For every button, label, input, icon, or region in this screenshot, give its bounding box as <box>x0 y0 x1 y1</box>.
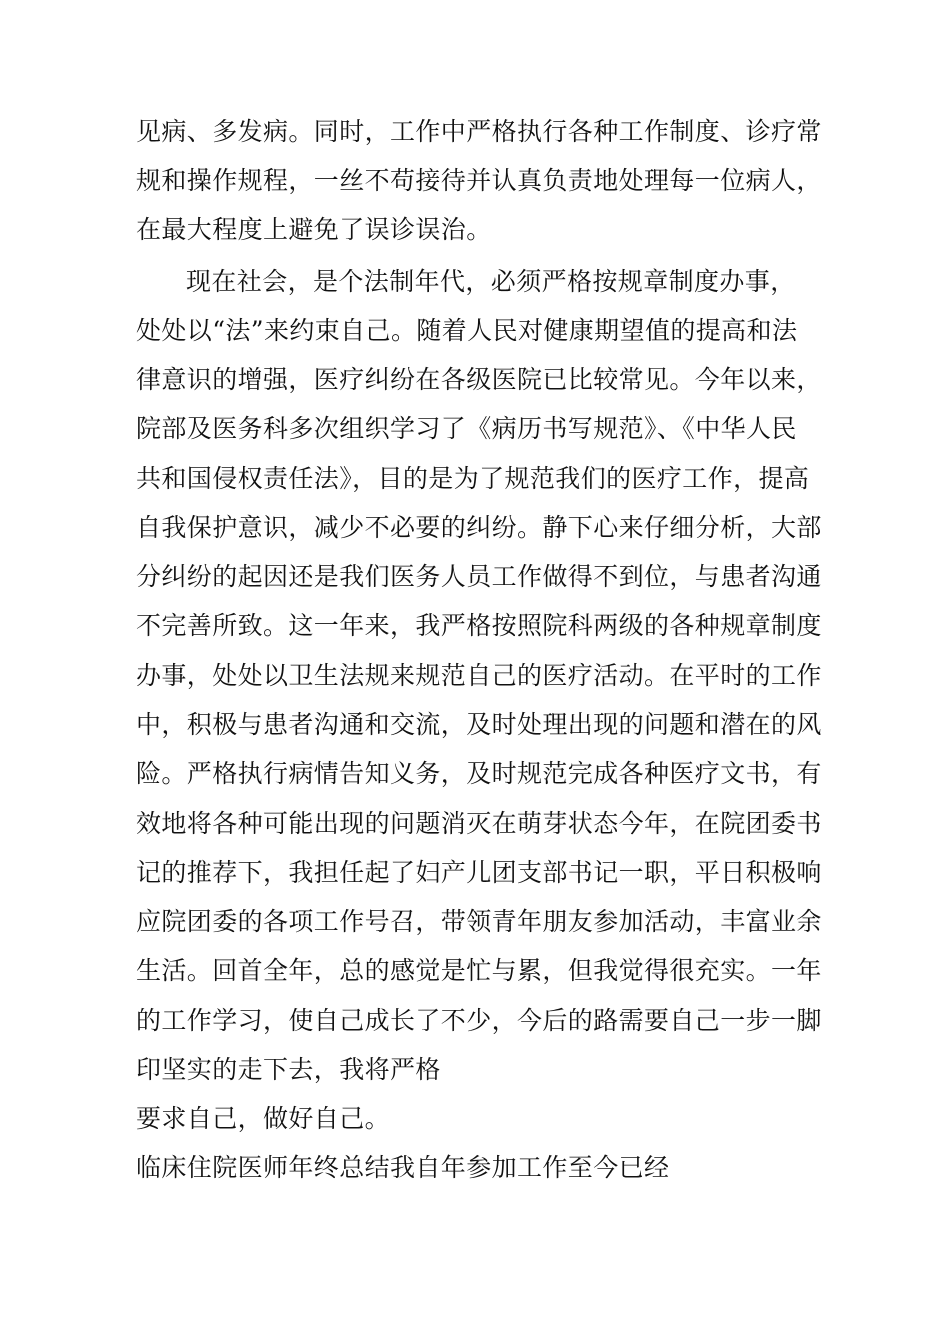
text-line-5: 处处以“法”来约束自己。随着人民对健康期望值的提高和法 <box>136 316 798 345</box>
text-line-1: 见病、多发病。同时，工作中严格执行各种工作制度、诊疗常 <box>136 117 822 146</box>
text-line-22: 临床住院医师年终总结我自年参加工作至今已经 <box>136 1153 670 1182</box>
text-line-2: 规和操作规程，一丝不苟接待并认真负责地处理每一位病人， <box>136 166 822 195</box>
paragraph-first-line: 现在社会，是个法制年代，必须严格按规章制度办事， <box>186 267 796 296</box>
text-line-16: 记的推荐下，我担任起了妇产儿团支部书记一职，平日积极响 <box>136 858 822 887</box>
text-line-8: 共和国侵权责任法》，目的是为了规范我们的医疗工作，提高 <box>136 464 810 493</box>
text-line-7: 院部及医务科多次组织学习了《病历书写规范》、《中华人民 <box>136 414 797 443</box>
text-line-9: 自我保护意识，减少不必要的纠纷。静下心来仔细分析，大部 <box>136 513 822 542</box>
text-line-6: 律意识的增强，医疗纠纷在各级医院已比较常见。今年以来， <box>136 365 822 394</box>
text-line-11: 不完善所致。这一年来，我严格按照院科两级的各种规章制度 <box>136 611 822 640</box>
text-line-10: 分纠纷的起因还是我们医务人员工作做得不到位，与患者沟通 <box>136 562 822 591</box>
text-line-13: 中，积极与患者沟通和交流，及时处理出现的问题和潜在的风 <box>136 710 822 739</box>
text-line-19: 的工作学习，使自己成长了不少，今后的路需要自己一步一脚 <box>136 1006 822 1035</box>
text-line-20: 印坚实的走下去，我将严格 <box>136 1055 441 1084</box>
text-line-3: 在最大程度上避免了误诊误治。 <box>136 215 492 244</box>
text-line-21: 要求自己，做好自己。 <box>136 1104 391 1133</box>
text-line-12: 办事，处处以卫生法规来规范自己的医疗活动。在平时的工作 <box>136 661 822 690</box>
text-line-15: 效地将各种可能出现的问题消灭在萌芽状态今年，在院团委书 <box>136 809 822 838</box>
text-line-18: 生活。回首全年，总的感觉是忙与累，但我觉得很充实。一年 <box>136 956 822 985</box>
text-line-14: 险。严格执行病情告知义务，及时规范完成各种医疗文书，有 <box>136 759 822 788</box>
text-line-17: 应院团委的各项工作号召，带领青年朋友参加活动，丰富业余 <box>136 907 822 936</box>
